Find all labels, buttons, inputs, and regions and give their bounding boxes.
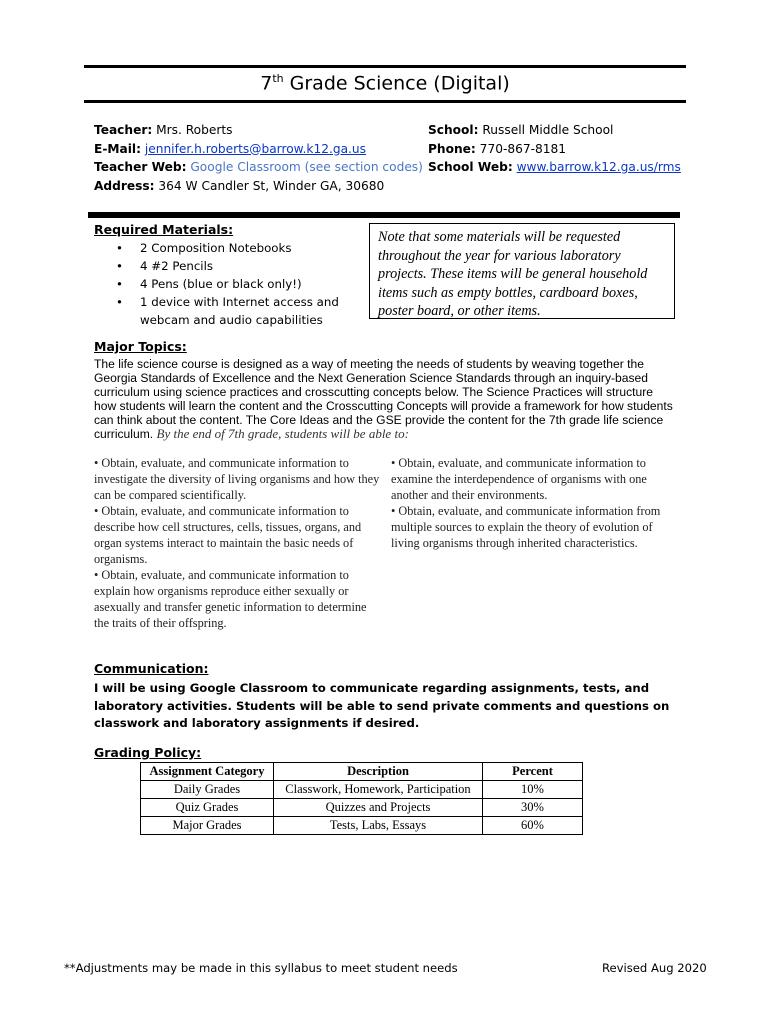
- materials-heading: Required Materials:: [94, 222, 234, 237]
- column-header: Description: [274, 763, 483, 781]
- table-cell: Classwork, Homework, Participation: [274, 781, 483, 799]
- phone-line: Phone: 770-867-8181: [428, 141, 567, 156]
- title-bottom-rule: [84, 100, 686, 103]
- bullet-item: • Obtain, evaluate, and communicate information to examine the interdependence of organisms with one another and their environments.: [391, 456, 647, 502]
- page-title: 7th Grade Science (Digital): [260, 72, 510, 95]
- table-row: [141, 799, 583, 817]
- bullet-item: • Obtain, evaluate, and communicate information to explain how organisms reproduce either sexually or asexually and transfer genetic information to determine the traits of their offspring.: [94, 568, 367, 630]
- school-line: School: Russell Middle School: [428, 123, 614, 137]
- left-bullets: [94, 455, 382, 631]
- bullet-item: • Obtain, evaluate, and communicate information from multiple sources to explain the theory of evolution of living organisms through inherited characteristics.: [391, 504, 661, 550]
- table-cell: Quiz Grades: [141, 799, 274, 817]
- email-line: E-Mail: jennifer.h.roberts@barrow.k12.ga.us: [94, 141, 366, 156]
- table-cell: 30%: [483, 799, 583, 817]
- teacher-info: [94, 121, 424, 195]
- right-bullets: [391, 455, 679, 551]
- communication-text: I will be using Google Classroom to communicate regarding assignments, tests, and laboratory activities. Students will be able to send private comments and questions on classwork and laboratory assignments if desired.: [94, 681, 670, 730]
- bullet-item: • Obtain, evaluate, and communicate information to describe how cell structures, cells, tissues, organs, and organ systems interact to maintain the basic needs of organisms.: [94, 504, 362, 566]
- list-item: • 4 #2 Pencils: [116, 259, 214, 273]
- table-row: [141, 817, 583, 835]
- revised-date: Revised Aug 2020: [602, 961, 707, 975]
- table-cell: Tests, Labs, Essays: [274, 817, 483, 835]
- column-header: Percent: [483, 763, 583, 781]
- topics-paragraph: The life science course is designed as a way of meeting the needs of students by weaving together the Georgia Standards of Excellence and the Next Generation Science Standards through an inquiry-based curriculum using science practices and crosscutting concepts below. The Science Practices will structure how students will learn the content and the Crosscutting Concepts will provide a framework for how students can think about the content. The Core Ideas and the GSE provide the content for the 7th grade life science curriculum. By the end of 7th grade, students will be able to:: [94, 357, 673, 442]
- communication-heading: Communication:: [94, 661, 209, 676]
- materials-list: [112, 239, 340, 329]
- section-rule: [88, 212, 680, 218]
- list-item: • 4 Pens (blue or black only!): [116, 277, 302, 291]
- table-row: [141, 781, 583, 799]
- google-classroom-text: Google Classroom (see section codes): [190, 160, 423, 174]
- table-cell: Daily Grades: [141, 781, 274, 799]
- grading-table: [140, 762, 583, 835]
- column-header: Assignment Category: [141, 763, 274, 781]
- bullet-item: • Obtain, evaluate, and communicate information to investigate the diversity of living organisms and how they can be compared scientifically.: [94, 456, 380, 502]
- school-web-link[interactable]: www.barrow.k12.ga.us/rms: [516, 160, 681, 174]
- list-item: • 1 device with Internet access and webcam and audio capabilities: [116, 295, 339, 327]
- list-item: • 2 Composition Notebooks: [116, 241, 292, 255]
- table-cell: Quizzes and Projects: [274, 799, 483, 817]
- table-header-row: [141, 763, 583, 781]
- topics-paragraph-italic: By the end of 7th grade, students will be able to:: [156, 426, 409, 442]
- address-line: Address: 364 W Candler St, Winder GA, 30680: [94, 178, 385, 193]
- topics-heading: Major Topics:: [94, 339, 187, 354]
- teacher-web-line: Teacher Web: Google Classroom (see section codes): [94, 160, 423, 174]
- title-top-rule: [84, 65, 686, 68]
- email-link[interactable]: jennifer.h.roberts@barrow.k12.ga.us: [144, 141, 366, 156]
- footer-note: **Adjustments may be made in this syllabus to meet student needs: [64, 961, 458, 975]
- school-web-line: School Web: www.barrow.k12.ga.us/rms: [428, 160, 681, 174]
- materials-note-box: Note that some materials will be requested throughout the year for various laboratory projects. These items will be general household items such as empty bottles, cardboard boxes, poster board, or other items.: [369, 223, 675, 319]
- school-info: [428, 121, 718, 177]
- table-cell: Major Grades: [141, 817, 274, 835]
- table-cell: 60%: [483, 817, 583, 835]
- teacher-line: Teacher: Mrs. Roberts: [94, 123, 233, 137]
- grading-heading: Grading Policy:: [94, 745, 202, 760]
- table-cell: 10%: [483, 781, 583, 799]
